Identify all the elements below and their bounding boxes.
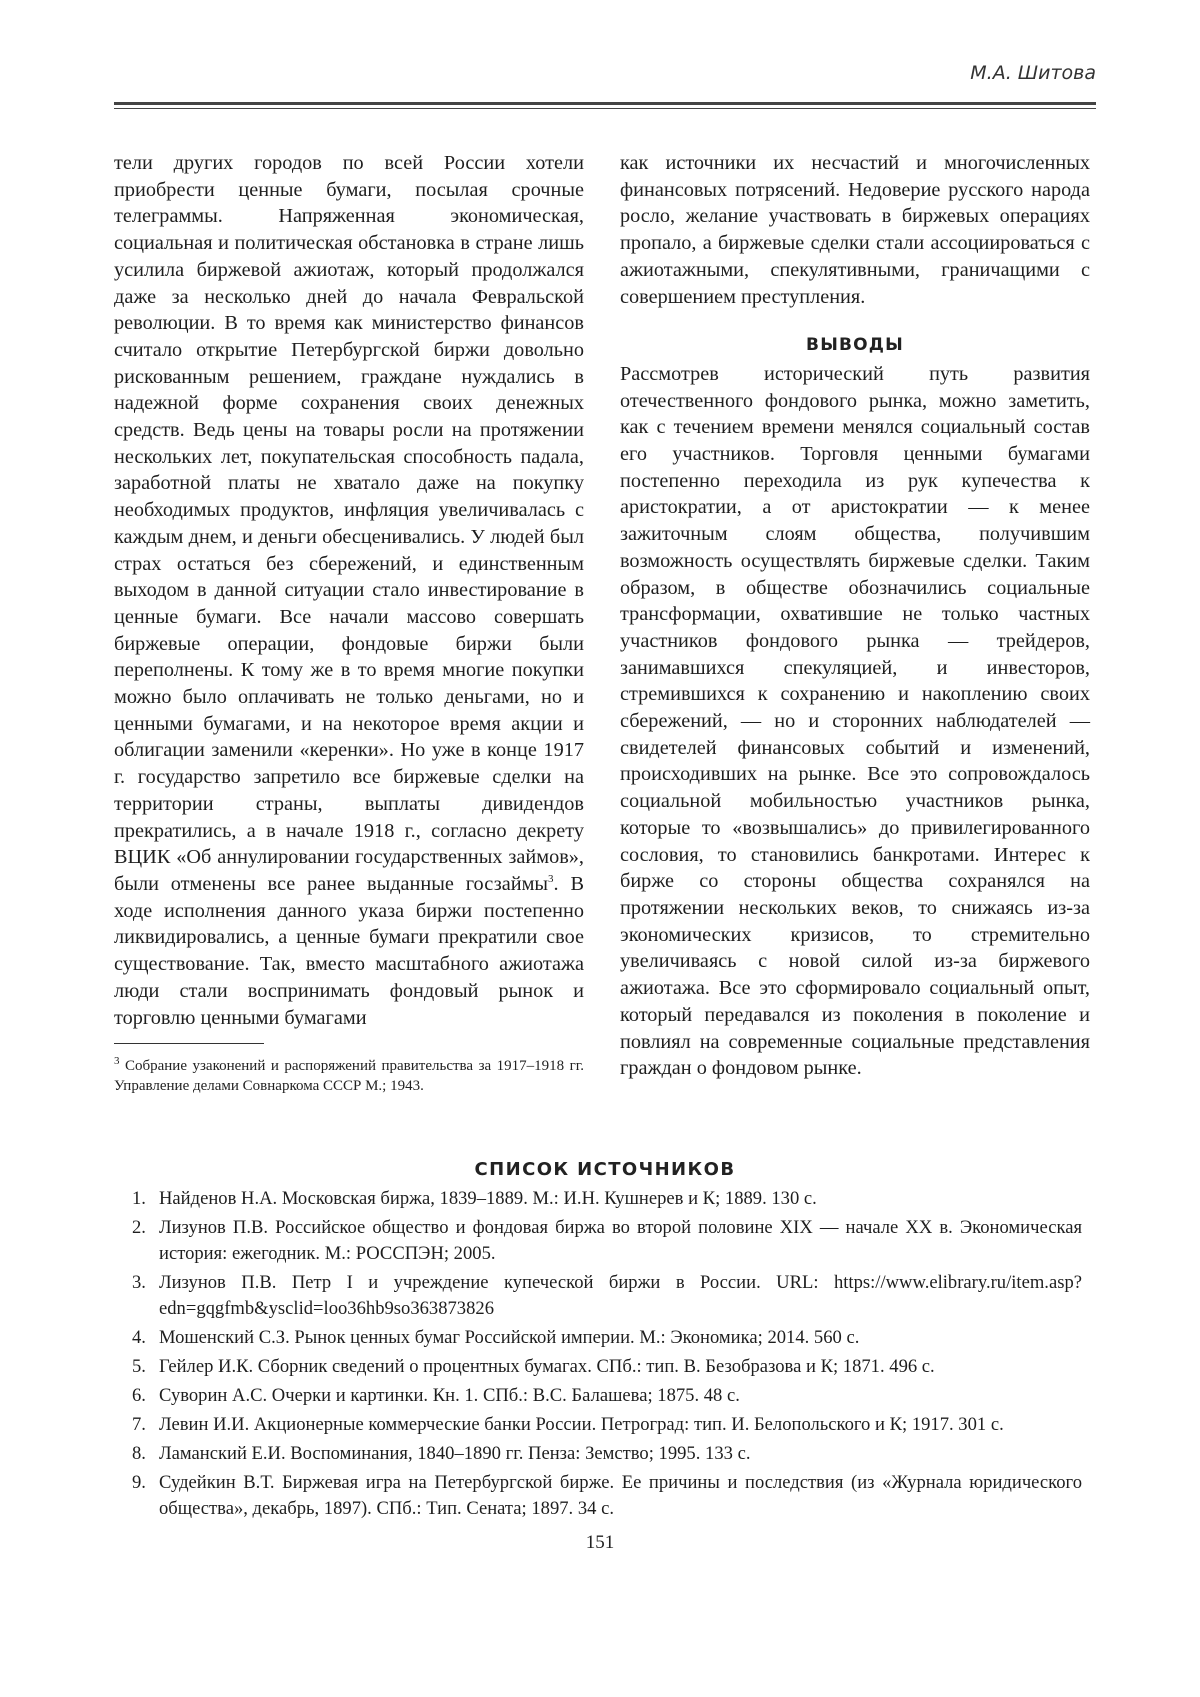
right-column	[620, 150, 1090, 1082]
reference-text: Левин И.И. Акционерные коммерческие банки России. Петроград: тип. И. Белопольского и К; 1917. 301 с.	[159, 1414, 1004, 1435]
reference-number: 7.	[132, 1414, 146, 1435]
reference-number: 6.	[132, 1385, 146, 1406]
reference-item	[114, 1186, 1096, 1212]
reference-item	[114, 1441, 1096, 1467]
reference-text: Судейкин В.Т. Биржевая игра на Петербургской бирже. Ее причины и последствия (из «Журнала юридического общества», декабрь, 1897). СПб.: Тип. Сената; 1897. 34 с.	[159, 1472, 1082, 1519]
reference-number: 2.	[132, 1217, 146, 1238]
conclusions-paragraph: Рассмотрев исторический путь развития отечественного фондового рынка, можно заметить, как с течением времени менялся социальный состав его участников. Торговля ценными бумагами постепенно переходила из рук купечества к аристократии, а от аристократии — к менее зажиточным слоям общества, получившим возможность осуществлять биржевые сделки. Таким образом, в обществе обозначились социальные трансформации, охватившие не только частных участников фондового рынка — трейдеров, занимавшихся спекуляцией, и инвесторов, стремившихся к сохранению и накоплению своих сбережений, — но и сторонних наблюдателей — свидетелей финансовых событий и изменений, происходивших на рынке. Все это сопровождалось социальной мобильностью участников рынка, которые то «возвышались» до привилегированного сословия, то становились банкротами. Интерес к бирже со стороны общества сохранялся на протяжении нескольких веков, то снижаясь из-за экономических кризисов, то стремительно увеличиваясь с новой силой из-за биржевого ажиотажа. Все это сформировало социальный опыт, который передавался из поколения в поколение и повлиял на современные социальные представления граждан о фондовом рынке.	[620, 362, 1090, 1080]
reference-number: 4.	[132, 1327, 146, 1348]
references-section	[114, 1159, 1096, 1525]
reference-item	[114, 1215, 1096, 1267]
reference-number: 3.	[132, 1272, 146, 1293]
reference-item	[114, 1325, 1096, 1351]
reference-text: Гейлер И.К. Сборник сведений о процентных бумагах. СПб.: тип. В. Безобразова и К; 1871. 496 с.	[159, 1356, 935, 1377]
reference-number: 9.	[132, 1472, 146, 1493]
left-column	[114, 150, 584, 1096]
references-list	[114, 1186, 1096, 1522]
body-text: тели других городов по всей России хотели приобрести ценные бумаги, посылая срочные телеграммы. Напряженная экономическая, социальная и политическая обстановка в стране лишь усилила биржевой ажиотаж, который продолжался даже за несколько дней до начала Февральской революции. В то время как министерство финансов считало открытие Петербургской биржи довольно рискованным решением, граждане нуждались в надежной форме сохранения своих денежных средств. Ведь цены на товары росли на протяжении нескольких лет, покупательская способность падала, заработной платы не хватало даже на покупку необходимых продуктов, инфляция увеличивалась с каждым днем, и деньги обесценивались. У людей был страх остаться без сбережений, и единственным выходом в данной ситуации стало инвестирование в ценные бумаги. Все начали массово совершать биржевые операции, фондовые биржи были переполнены. К тому же в то время многие покупки можно было оплачивать не только деньгами, но и ценными бумагами, и на некоторое время акции и облигации заменили «керенки». Но уже в конце 1917 г. государство запретило все биржевые сделки на территории страны, выплаты дивидендов прекратились, а в начале 1918 г., согласно декрету ВЦИК «Об аннулировании государственных займов», были отменены все ранее выданные госзаймы	[114, 152, 584, 895]
footnote	[114, 1056, 584, 1096]
reference-number: 5.	[132, 1356, 146, 1377]
section-title-conclusions: ВЫВОДЫ	[806, 335, 904, 356]
reference-item	[114, 1470, 1096, 1522]
footnote-number: 3	[114, 1055, 120, 1068]
footnote-rule	[114, 1043, 264, 1044]
reference-text: Лизунов П.В. Российское общество и фондовая биржа во второй половине XIX — начале XX в. Экономическая история: ежегодник. М.: РОССПЭН; 2005.	[159, 1217, 1082, 1264]
footnote-reference: 3	[548, 873, 554, 886]
running-head-author: М.А. Шитова	[970, 62, 1096, 84]
reference-text: Ламанский Е.И. Воспоминания, 1840–1890 гг. Пенза: Земство; 1995. 133 с.	[159, 1443, 751, 1464]
reference-item	[114, 1383, 1096, 1409]
reference-text: Лизунов П.В. Петр I и учреждение купеческой биржи в России. URL: https://www.elibrary.ru/item.asp?edn=gqgfmb&ysclid=loo36hb9so363873826	[159, 1272, 1082, 1319]
body-paragraph	[114, 150, 584, 1031]
reference-text: Суворин А.С. Очерки и картинки. Кн. 1. СПб.: В.С. Балашева; 1875. 48 с.	[159, 1385, 740, 1406]
reference-item	[114, 1270, 1096, 1322]
reference-item	[114, 1412, 1096, 1438]
page-number: 151	[585, 1532, 615, 1553]
reference-text: Мошенский С.З. Рынок ценных бумаг Российской империи. М.: Экономика; 2014. 560 с.	[159, 1327, 860, 1348]
body-paragraph: как источники их несчастий и многочисленных финансовых потрясений. Недоверие русского народа росло, желание участвовать в биржевых операциях пропало, а биржевые сделки стали ассоциироваться с ажиотажными, спекулятивными, граничащими с совершением преступления.	[620, 152, 1090, 308]
reference-item	[114, 1354, 1096, 1380]
reference-number: 8.	[132, 1443, 146, 1464]
footnote-text: Собрание узаконений и распоряжений правительства за 1917–1918 гг. Управление делами Совнаркома СССР М.; 1943.	[114, 1058, 584, 1095]
reference-text: Найденов Н.А. Московская биржа, 1839–1889. М.: И.Н. Кушнерев и К; 1889. 130 с.	[159, 1188, 817, 1209]
body-text-continued: . В ходе исполнения данного указа биржи постепенно ликвидировались, а ценные бумаги прекратили свое существование. Так, вместо масштабного ажиотажа люди стали воспринимать фондовый рынок и торговлю ценными бумагами	[114, 872, 584, 1029]
references-title: СПИСОК ИСТОЧНИКОВ	[474, 1159, 736, 1180]
header-rule	[114, 102, 1096, 109]
reference-number: 1.	[132, 1188, 146, 1209]
